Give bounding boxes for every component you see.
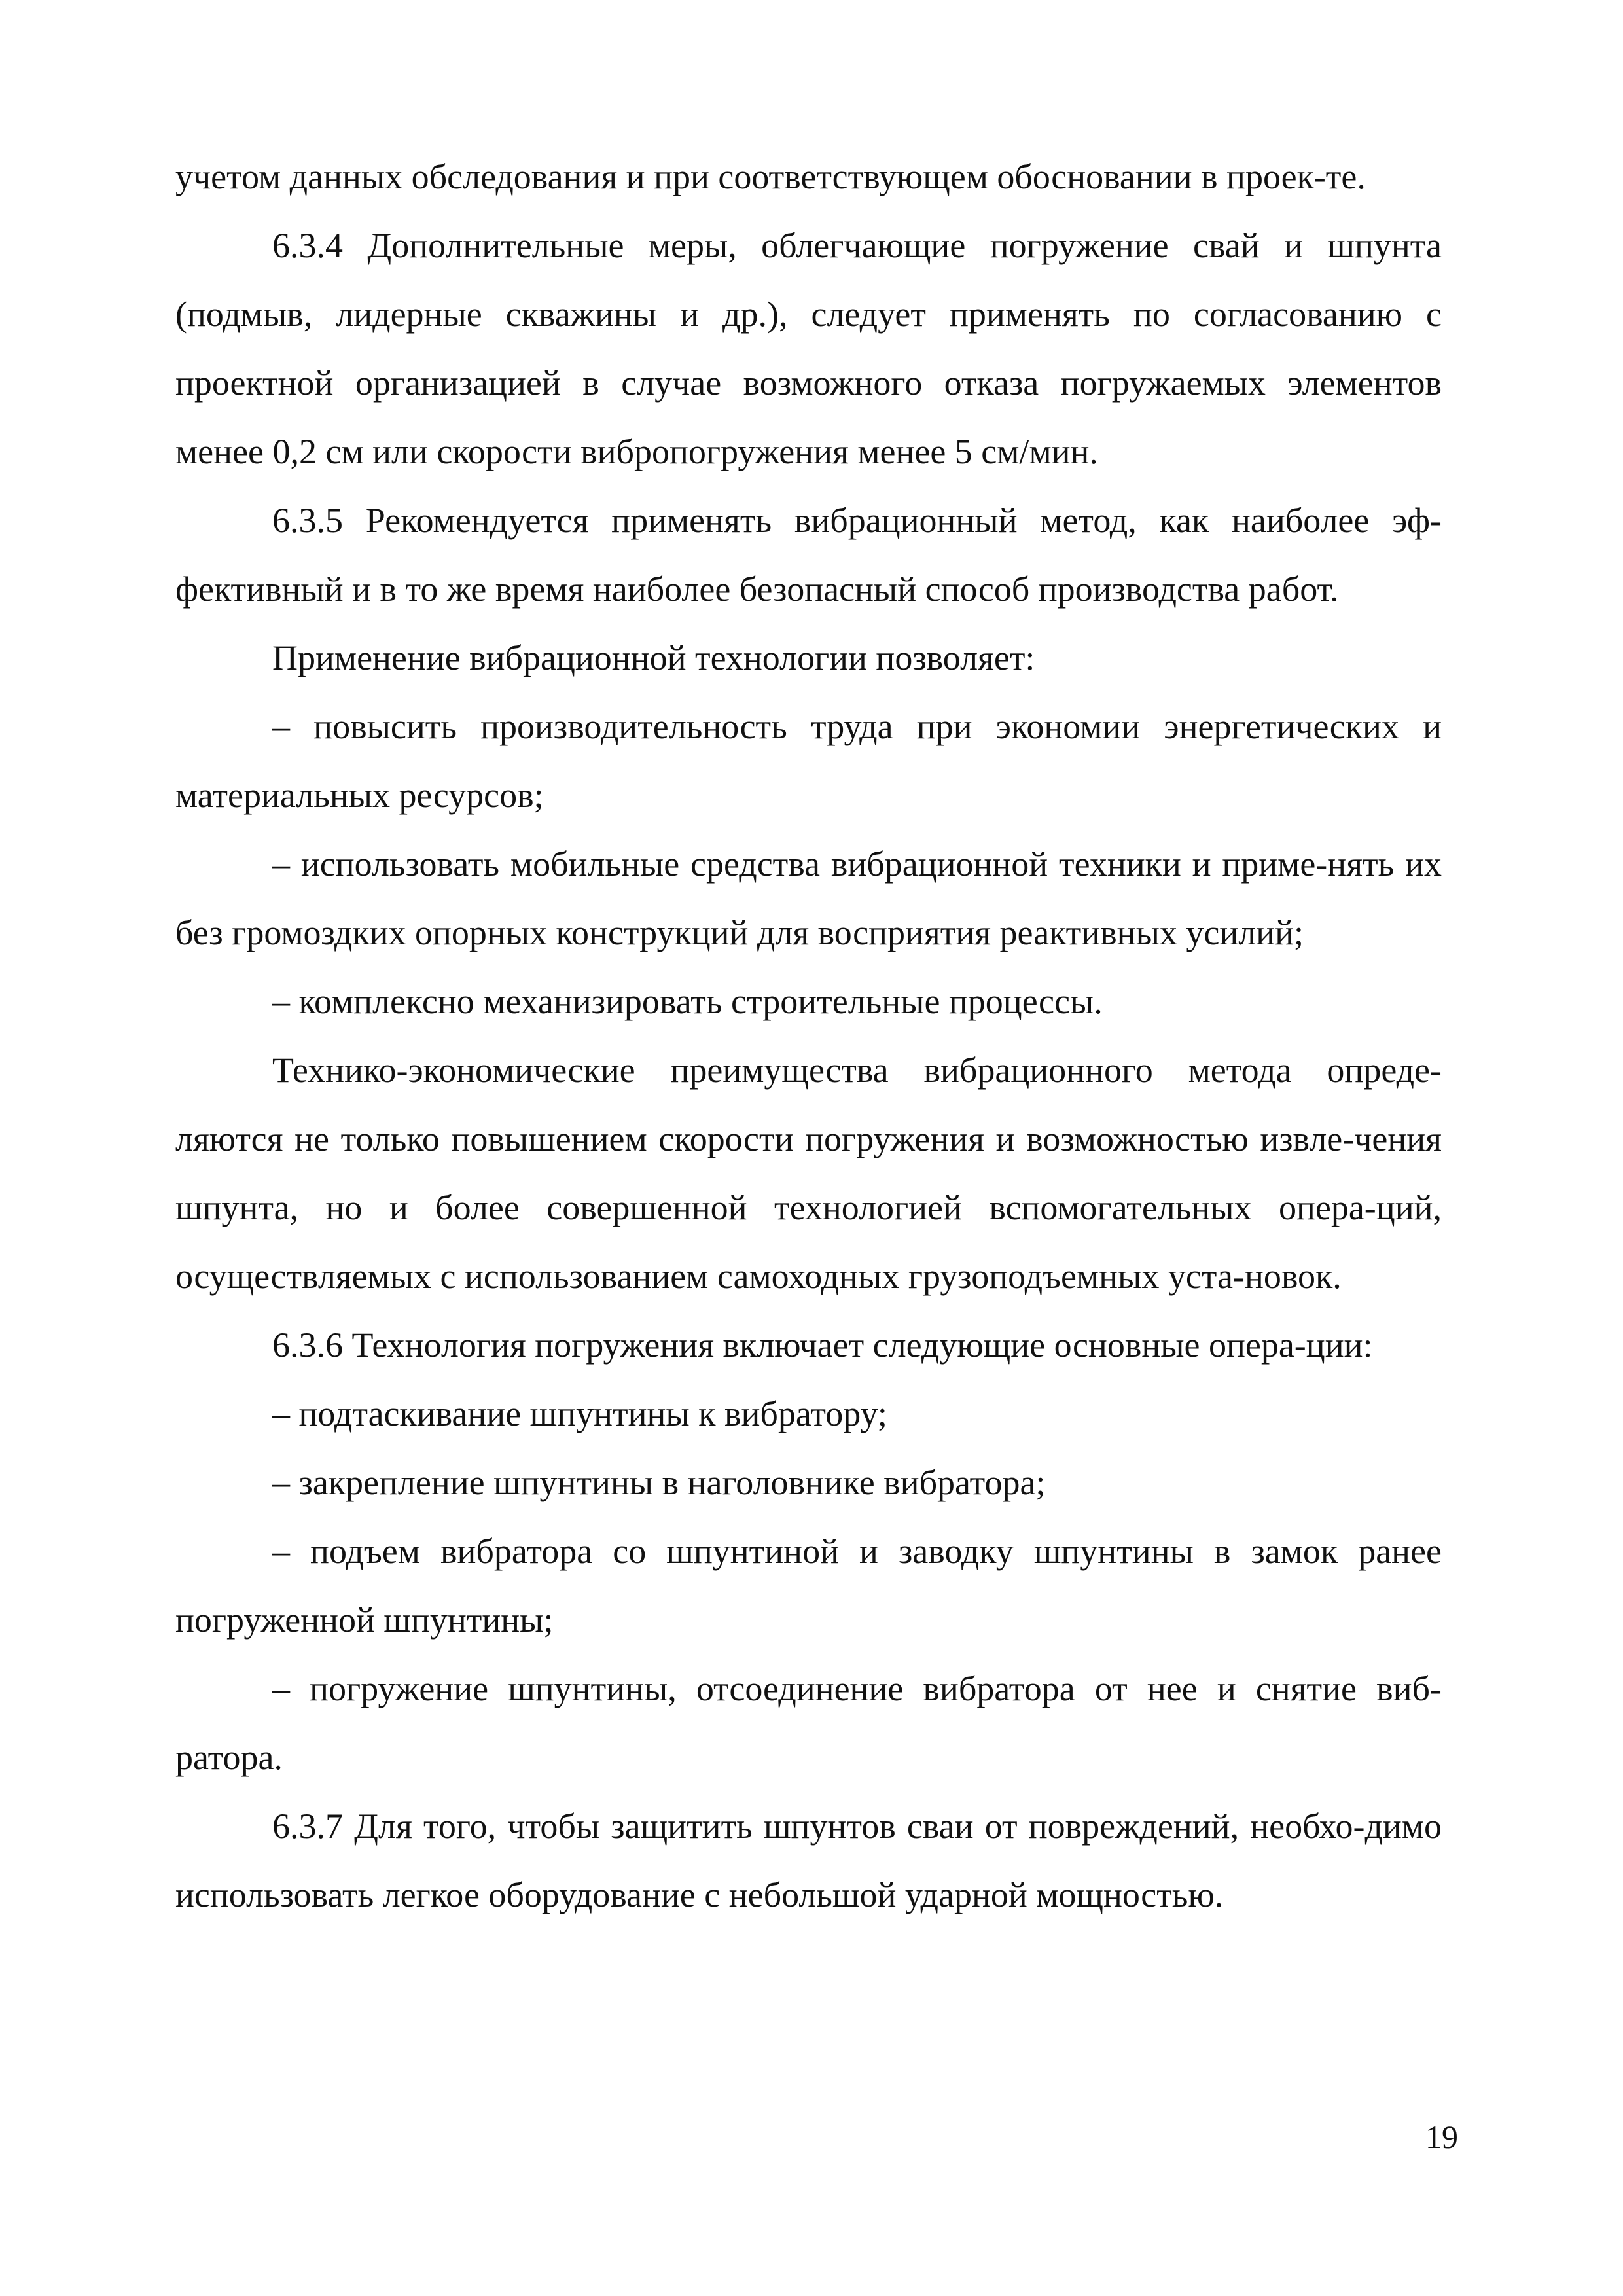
- paragraph-vibration-intro: Применение вибрационной технологии позволяет:: [272, 638, 1035, 677]
- paragraph-6-3-7: 6.3.7 Для того, чтобы защитить шпунтов сваи от повреждений, необхо-димо использовать легкое оборудование с небольшой ударной мощностью.: [175, 1806, 1442, 1914]
- paragraph-6-3-6: 6.3.6 Технология погружения включает следующие основные опера-ции:: [272, 1325, 1373, 1365]
- paragraph-continuation: учетом данных обследования и при соответствующем обосновании в проек-те.: [175, 157, 1366, 196]
- paragraph-6-3-5: 6.3.5 Рекомендуется применять вибрационный метод, как наиболее эф-фективный и в то же время наиболее безопасный способ производства работ.: [175, 501, 1442, 609]
- paragraph-6-3-4: 6.3.4 Дополнительные меры, облегчающие погружение свай и шпунта (подмыв, лидерные скважины и др.), следует применять по согласованию с проектной организацией в случае возможного отказа погружаемых элементов менее 0,2 см или скорости вибропогружения менее 5 см/мин.: [175, 226, 1442, 471]
- list-item-drive: – погружение шпунтины, отсоединение вибратора от нее и снятие виб-ратора.: [175, 1669, 1442, 1777]
- list-item-lift: – подъем вибратора со шпунтиной и заводку шпунтины в замок ранее погруженной шпунтины;: [175, 1532, 1442, 1640]
- page-number: 19: [1425, 2119, 1458, 2155]
- list-item-mechanize: – комплексно механизировать строительные процессы.: [272, 982, 1103, 1021]
- list-item-productivity: – повысить производительность труда при экономии энергетических и материальных ресурсов;: [175, 707, 1442, 815]
- body-text: [175, 143, 1442, 1929]
- list-item-mobile-equipment: – использовать мобильные средства вибрационной техники и приме-нять их без громоздких опорных конструкций для восприятия реактивных усилий;: [175, 844, 1442, 952]
- list-item-drag: – подтаскивание шпунтины к вибратору;: [272, 1394, 887, 1433]
- paragraph-advantages: Технико-экономические преимущества вибрационного метода опреде-ляются не только повышением скорости погружения и возможностью извле-чения шпунта, но и более совершенной технологией вспомогательных опера-ций, осуществляемых с использованием самоходных грузоподъемных уста-новок.: [175, 1050, 1442, 1296]
- list-item-fix: – закрепление шпунтины в наголовнике вибратора;: [272, 1463, 1046, 1502]
